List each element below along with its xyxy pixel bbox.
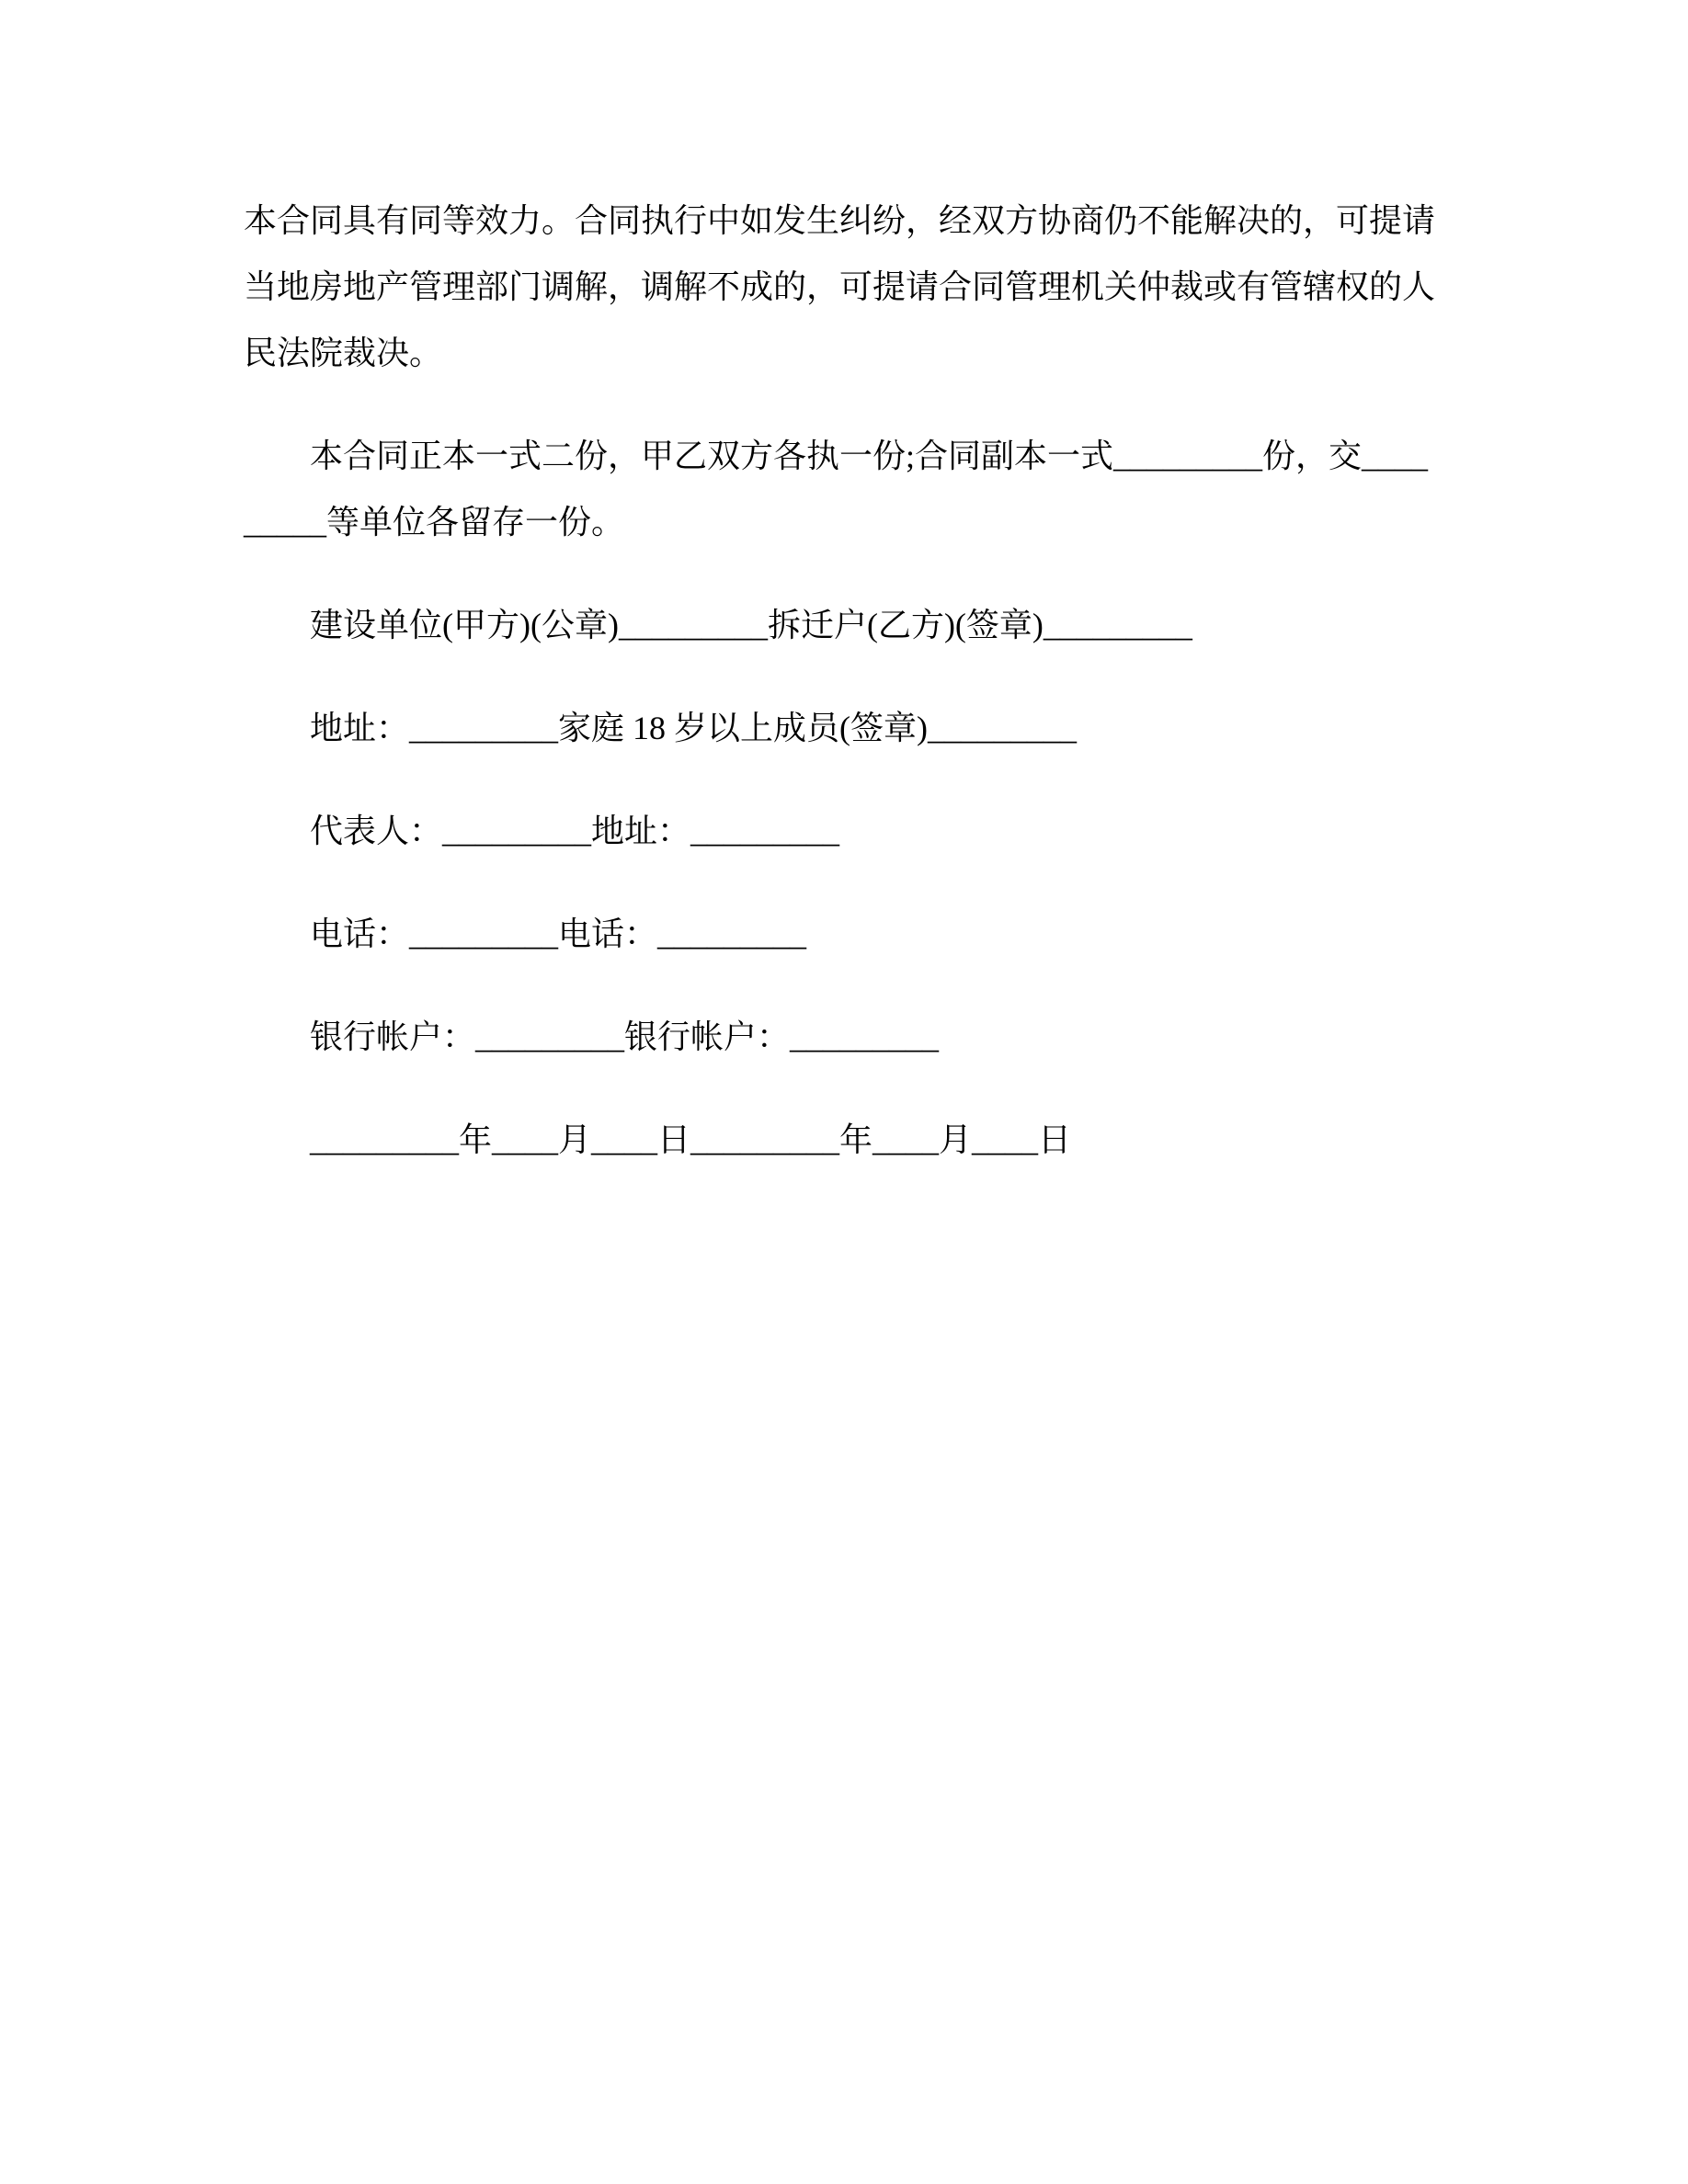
signature-line-dates: _________年____月____日_________年____月____日 [310, 1121, 1071, 1158]
paragraph-dispute-resolution: 本合同具有同等效力。合同执行中如发生纠纷，经双方协商仍不能解决的，可提请当地房地产管理部门调解，调解不成的，可提请合同管理机关仲裁或有管辖权的人民法院裁决。 [244, 202, 1436, 371]
paragraph-copies: 本合同正本一式二份，甲乙双方各执一份;合同副本一式_________份，交_________等单位各留存一份。 [244, 438, 1429, 540]
signature-line-bank-accounts: 银行帐户：_________银行帐户：_________ [310, 1018, 940, 1055]
signature-line-address-family-members: 地址：_________家庭 18 岁以上成员(签章)_________ [310, 710, 1077, 746]
signature-line-party-seals: 建设单位(甲方)(公章)_________拆迁户(乙方)(签章)_________ [310, 607, 1192, 643]
signature-line-representative-address: 代表人：_________地址：_________ [310, 813, 840, 849]
signature-line-phones: 电话：_________电话：_________ [310, 916, 807, 952]
